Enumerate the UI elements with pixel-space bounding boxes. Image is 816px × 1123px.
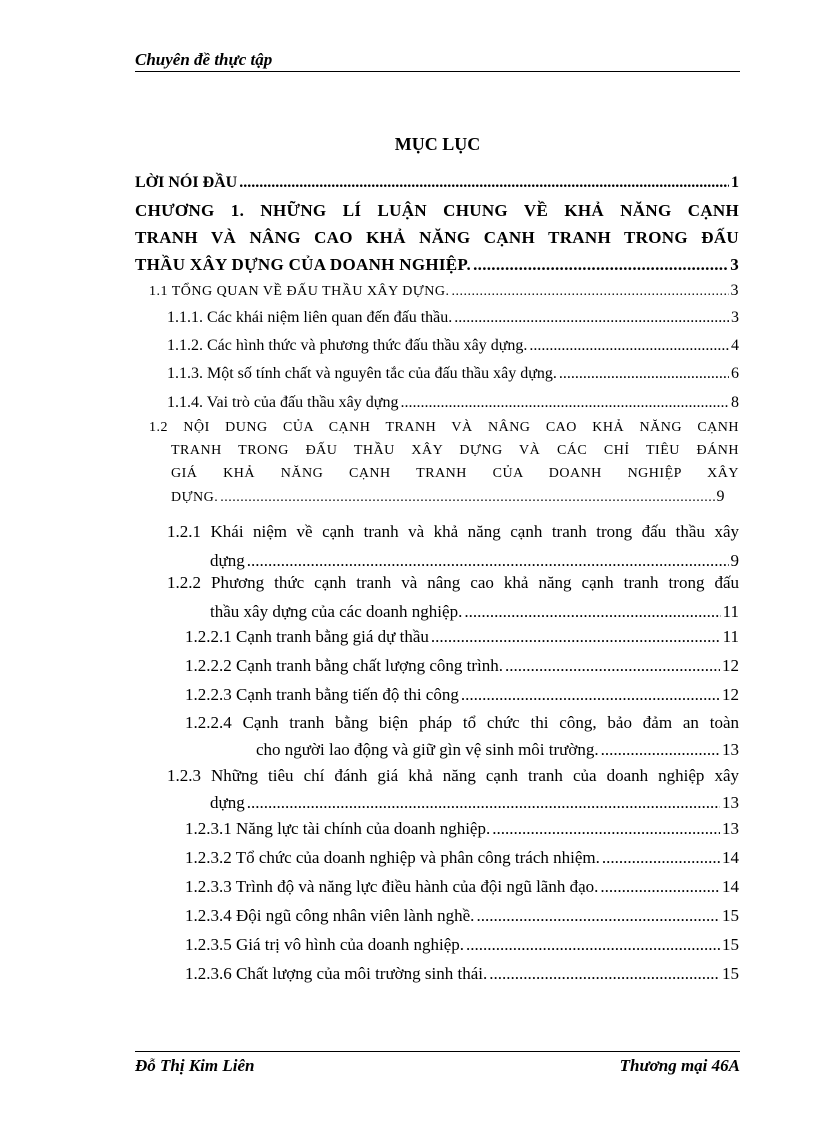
toc-entry-1-2-2-2[interactable]: 1.2.2.2 Cạnh tranh bằng chất lượng công trình. ..... 12 [185, 653, 739, 679]
page-number: 15 [722, 964, 739, 983]
page-number: 9 [730, 551, 739, 570]
toc-entry-chapter-1[interactable]: CHƯƠNG 1. NHỮNG LÍ LUẬN CHUNG VỀ KHẢ NĂNG CẠNH TRANH VÀ NÂNG CAO KHẢ NĂNG CẠNH TRANH TRONG ĐẤU THẦU XÂY DỰNG CỦA DOANH NGHIỆP. ..... 3 [135, 197, 739, 278]
page-number: 13 [722, 819, 739, 838]
toc-entry-1-2-2-3[interactable]: 1.2.2.3 Cạnh tranh bằng tiến độ thi công ..... 12 [185, 682, 739, 708]
footer-class: Thương mại 46A [619, 1056, 740, 1075]
toc-entry-1-2-3-1[interactable]: 1.2.3.1 Năng lực tài chính của doanh nghiệp. ..... 13 [185, 816, 739, 842]
toc-entry-1-2-2[interactable]: 1.2.2 Phương thức cạnh tranh và nâng cao khả năng cạnh tranh trong đấu thầu xây dựng của các doanh nghiệp. ..... 11 [167, 568, 739, 626]
page-number: 11 [722, 627, 739, 646]
toc-entry-1-1-3[interactable]: 1.1.3. Một số tính chất và nguyên tắc của đấu thầu xây dựng. ..... 6 [167, 361, 739, 387]
page-number: 14 [722, 877, 739, 896]
page-number: 15 [722, 935, 739, 954]
toc-entry-1-1-4[interactable]: 1.1.4. Vai trò của đấu thầu xây dựng ..... 8 [167, 390, 739, 416]
toc-title: MỤC LỤC [394, 134, 481, 154]
toc-entry-preface[interactable]: LỜI NÓI ĐẦU ..... 1 [135, 170, 739, 196]
toc-entry-1-2-3-6[interactable]: 1.2.3.6 Chất lượng của môi trường sinh thái. ..... 15 [185, 961, 739, 987]
toc-entry-1-2-3-5[interactable]: 1.2.3.5 Giá trị vô hình của doanh nghiệp. ..... 15 [185, 932, 739, 958]
toc-entry-1-1[interactable]: 1.1 TỔNG QUAN VỀ ĐẤU THẦU XÂY DỰNG. ..... 3 [149, 278, 739, 305]
toc-entry-1-2[interactable]: 1.2 NỘI DUNG CỦA CẠNH TRANH VÀ NÂNG CAO KHẢ NĂNG CẠNH TRANH TRONG ĐẤU THẦU XÂY DỰNG VÀ CÁC CHỈ TIÊU ĐÁNH GIÁ KHẢ NĂNG CẠNH TRANH CỦA DOANH NGHIỆP XÂY DỰNG. ..... 9 [149, 416, 739, 509]
toc-entry-1-2-3-2[interactable]: 1.2.3.2 Tổ chức của doanh nghiệp và phân công trách nhiệm. ..... 14 [185, 845, 739, 871]
toc-entry-1-2-3-3[interactable]: 1.2.3.3 Trình độ và năng lực điều hành của đội ngũ lãnh đạo. ..... 14 [185, 874, 739, 900]
toc-entry-1-2-2-4[interactable]: 1.2.2.4 Cạnh tranh bằng biện pháp tổ chức thi công, bảo đảm an toàn cho người lao động và giữ gìn vệ sinh môi trường. ..... 13 [185, 709, 739, 763]
running-header: Chuyên đề thực tập [135, 50, 273, 69]
page-number: 15 [722, 906, 739, 925]
toc-entry-1-2-2-1[interactable]: 1.2.2.1 Cạnh tranh bằng giá dự thầu ..... 11 [185, 624, 739, 650]
toc-entry-1-2-1[interactable]: 1.2.1 Khái niệm về cạnh tranh và khả năng cạnh tranh trong đấu thầu xây dựng ..... 9 [167, 517, 739, 575]
footer-rule [135, 1051, 740, 1052]
page-number: 8 [731, 394, 739, 411]
page-number: 3 [730, 282, 739, 299]
toc-entry-1-1-2[interactable]: 1.1.2. Các hình thức và phương thức đấu thầu xây dựng. ..... 4 [167, 333, 739, 359]
page-number: 13 [722, 793, 739, 812]
toc-entry-1-2-3-4[interactable]: 1.2.3.4 Đội ngũ công nhân viên lành nghề. ..... 15 [185, 903, 739, 929]
page-number: 14 [722, 848, 739, 867]
page-number: 13 [722, 740, 739, 759]
page-number: 11 [722, 602, 739, 621]
page-number: 6 [731, 365, 739, 382]
footer-author: Đỗ Thị Kim Liên [135, 1056, 255, 1075]
page-number: 4 [731, 337, 739, 354]
header-rule [135, 71, 740, 72]
toc-entry-1-1-1[interactable]: 1.1.1. Các khái niệm liên quan đến đấu thầu. ..... 3 [167, 305, 739, 331]
toc-entry-1-2-3[interactable]: 1.2.3 Những tiêu chí đánh giá khả năng cạnh tranh của doanh nghiệp xây dựng ..... 13 [167, 762, 739, 816]
page-number: 3 [731, 309, 739, 326]
page-number: 9 [716, 488, 725, 505]
page-number: 12 [722, 685, 739, 704]
page-number: 12 [722, 656, 739, 675]
page-number: 1 [731, 174, 739, 191]
page-number: 3 [730, 255, 739, 274]
